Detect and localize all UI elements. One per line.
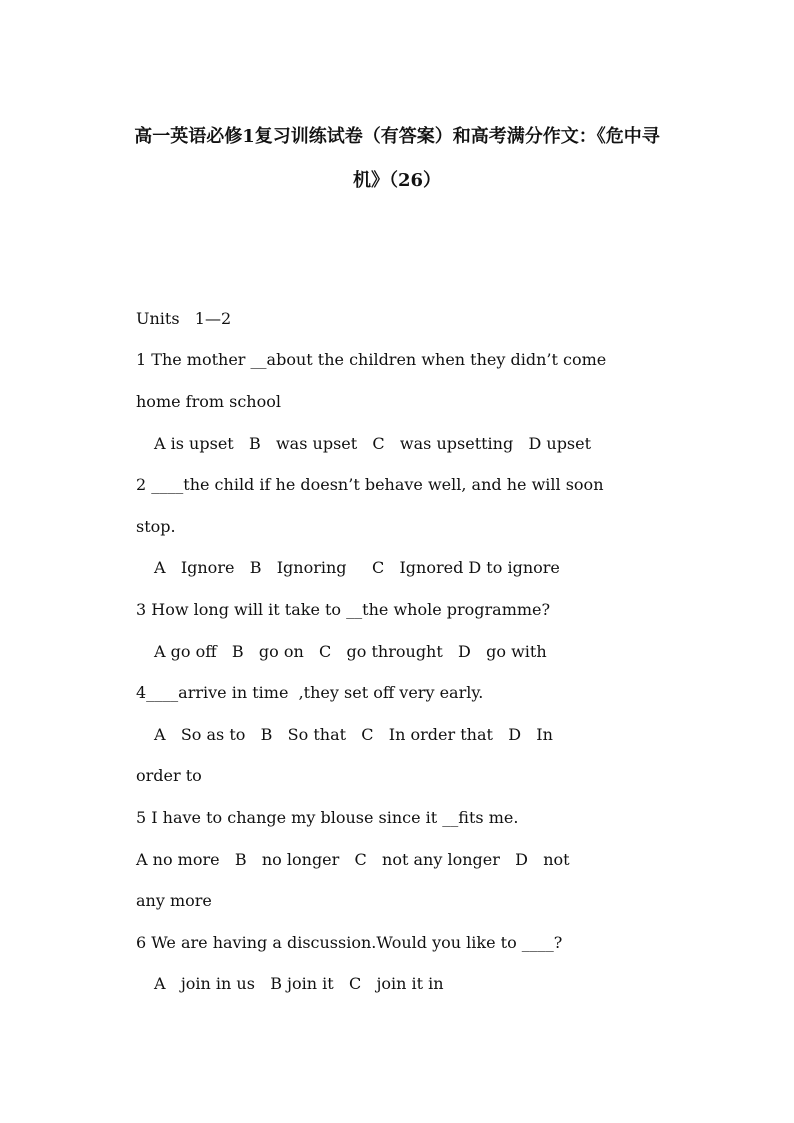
- question-3-options: A go off B go on C go throught D go with: [154, 642, 547, 661]
- document-title-line-2: 机》（26）: [352, 170, 442, 191]
- question-4-options: A So as to B So that C In order that D In: [154, 725, 553, 744]
- question-5-options-cont: any more: [136, 891, 212, 910]
- question-5-options: A no more B no longer C not any longer D not: [136, 850, 570, 869]
- question-2-options: A Ignore B Ignoring C Ignored D to ignore: [154, 558, 560, 577]
- document-title-line-1: 高一英语必修1复习训练试卷（有答案）和高考满分作文：《危中寻: [134, 126, 660, 147]
- question-5-text: 5 I have to change my blouse since it __fits me.: [136, 808, 519, 827]
- section-heading: Units 1—2: [136, 309, 232, 328]
- question-6-options: A join in us B join it C join it in: [154, 974, 444, 993]
- question-4-text: 4____arrive in time ,they set off very early.: [136, 683, 484, 702]
- question-3-text: 3 How long will it take to __the whole programme?: [136, 600, 551, 619]
- question-4-options-cont: order to: [136, 766, 202, 785]
- question-1-options: A is upset B was upset C was upsetting D upset: [154, 434, 592, 453]
- question-1-text-cont: home from school: [136, 392, 281, 411]
- question-2-text: 2 ____the child if he doesn’t behave well, and he will soon: [136, 475, 604, 494]
- question-1-text: 1 The mother __about the children when they didn’t come: [136, 350, 607, 369]
- question-2-text-cont: stop.: [136, 517, 176, 536]
- question-6-text: 6 We are having a discussion.Would you like to ____?: [136, 933, 563, 952]
